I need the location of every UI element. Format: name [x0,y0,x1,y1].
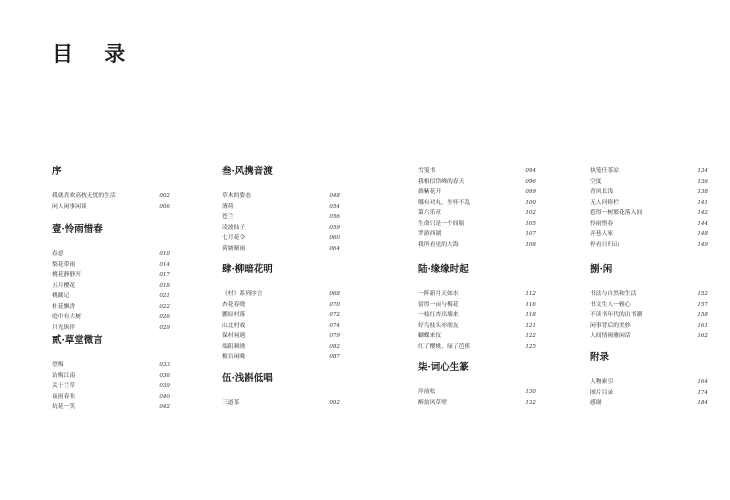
entry-title: 檐台闲晚 [222,354,246,360]
entry-title: 草木的姿态 [222,193,251,199]
toc-entry[interactable] [418,208,536,219]
entry-title: 一阵新月天如水 [418,291,459,297]
section-title: 贰·草堂微言 [52,335,103,346]
entry-title: 薄荷 [222,203,234,210]
entry-page: 164 [697,379,708,385]
toc-entry[interactable] [590,300,708,311]
entry-title: 五月樱花 [52,282,76,289]
entry-page: 026 [159,314,170,320]
entry-title: 岸前松 [418,389,436,395]
entry-title: 停看日归山 [590,241,619,248]
section-title: 叁·风携音渡 [222,166,273,177]
entry-title: 桃蹊记 [52,293,70,299]
toc-entry[interactable] [52,191,170,202]
section-title: 陆·缘缘时起 [418,264,469,275]
toc-entry[interactable] [52,270,170,281]
entry-page: 100 [525,199,536,206]
toc-entry[interactable] [52,402,170,413]
entry-page: 029 [159,324,170,331]
section-title: 伍·浅斟低唱 [222,373,273,384]
entry-title: 春意 [52,251,64,257]
entry-page: 064 [329,245,340,252]
entry-page: 002 [159,193,170,199]
toc-entry[interactable] [52,202,170,213]
entry-title: 留得一亩与梅花 [418,301,459,308]
entry-title: 醉翁风草壁 [418,399,447,406]
entry-page: 102 [525,210,536,216]
entry-title: 三道茶 [222,400,240,406]
entry-title: 不读书年代的出书潮 [590,312,643,318]
section-title: 壹·怜雨惜春 [52,224,103,235]
entry-page: 142 [697,210,708,216]
entry-title: 书文生人一雅心 [590,301,631,308]
entry-title: 荷塘制雨 [222,245,246,252]
entry-title: 一枝红杏出墙来 [418,312,459,318]
entry-title: 凌波仙子 [222,224,246,231]
toc-entry[interactable] [418,342,536,353]
section-title: 附录 [590,352,610,363]
entry-page: 054 [329,203,340,210]
entry-page: 157 [697,301,708,308]
entry-title: 人间情褐雅闲话 [590,333,631,339]
entry-page: 099 [525,189,536,195]
toc-entry[interactable] [590,229,708,240]
entry-page: 006 [159,203,170,210]
entry-page: 112 [525,291,536,297]
entry-title: 书法与自然和生活 [590,291,637,297]
toc-entry[interactable] [590,377,708,388]
entry-title: 好鸟枝头亦朋友 [418,322,459,329]
toc-entry[interactable] [222,310,340,321]
entry-page: 141 [697,199,708,206]
toc-entry[interactable] [590,321,708,332]
entry-page: 125 [525,343,536,350]
toc-entry[interactable] [52,360,170,371]
entry-title: 端阳刺绣 [222,343,246,350]
entry-title: 红了樱桃，绿了芭蕉 [418,343,471,350]
toc-entry[interactable] [418,321,536,332]
section-title: 肆·柳暗花明 [222,264,273,275]
entry-title: 山北村戏 [222,322,246,329]
entry-title: 青风长浅 [590,189,614,195]
toc-entry[interactable] [52,312,170,323]
toc-entry[interactable] [52,281,170,292]
entry-title: 图片目录 [590,389,614,396]
toc-entry[interactable] [222,331,340,342]
entry-title: 闲事背后的美妙 [590,322,631,329]
toc-entry[interactable] [222,300,340,311]
toc-entry[interactable] [418,289,536,300]
entry-page: 105 [525,220,536,227]
toc-entry[interactable] [222,289,340,300]
entry-page: 042 [159,404,170,410]
toc-entry[interactable] [590,310,708,321]
entry-page: 130 [525,389,536,395]
entry-title: 人物索引 [590,379,614,385]
entry-page: 010 [159,251,170,257]
entry-title: 无人问倚栏 [590,199,619,206]
entry-title: 我所看见的大海 [418,241,459,248]
entry-page: 149 [697,241,708,248]
entry-title: 炕花一笑 [52,404,76,410]
entry-page: 096 [525,178,536,185]
toc-entry[interactable] [222,244,340,255]
toc-section [52,335,170,413]
toc-entry[interactable] [418,398,536,409]
entry-title: 夜雨春韭 [52,393,76,400]
entry-title: 苍兰 [222,214,234,220]
toc-entry[interactable] [222,233,340,244]
toc-entry[interactable] [52,260,170,271]
toc-entry[interactable] [52,392,170,403]
toc-section [222,373,340,409]
toc-entry[interactable] [418,331,536,342]
toc-entry[interactable] [52,291,170,302]
entry-title: 感谢 [590,400,602,406]
toc-entry[interactable] [222,342,340,353]
entry-page: 036 [159,372,170,379]
entry-title: 我就喜欢高枕无忧的生活 [52,193,116,199]
entry-title: 月光纵伴 [52,324,76,331]
entry-title: 望梅 [52,362,64,368]
toc-entry[interactable] [52,323,170,334]
entry-title: 惹得一树繁花落入间 [590,210,643,216]
entry-title: 梨花带雨 [52,261,76,268]
toc-section [418,264,536,352]
toc-entry[interactable] [52,371,170,382]
toc-entry[interactable] [590,398,708,409]
entry-page: 184 [697,400,708,406]
entry-page: 033 [159,362,170,368]
entry-page: 116 [525,301,536,308]
toc-entry[interactable] [590,198,708,209]
toc-entry[interactable] [222,191,340,202]
toc-section [590,264,708,342]
entry-page: 022 [159,303,170,310]
toc-section-continued [418,166,536,250]
toc-entry[interactable] [418,229,536,240]
toc-entry[interactable] [418,387,536,398]
entry-page: 138 [697,189,708,195]
entry-page: 132 [525,399,536,406]
section-title: 序 [52,166,62,177]
entry-page: 148 [697,231,708,237]
entry-title: 庭中有大树 [52,314,81,320]
entry-page: 161 [697,322,708,329]
entry-title: 蝴蝶来仪 [418,333,442,339]
entry-page: 087 [329,354,340,360]
entry-page: 118 [525,312,536,318]
toc-entry[interactable] [590,187,708,198]
entry-page: 162 [697,333,708,339]
entry-title: 访梅江南 [52,372,76,379]
toc-section-continued [590,166,708,250]
section-title: 捌·闲 [590,264,613,275]
entry-title: 鹏原村落 [222,312,246,318]
entry-page: 040 [159,393,170,400]
entry-title: 空度 [590,178,602,185]
entry-page: 039 [159,383,170,389]
toc-entry[interactable] [52,381,170,392]
entry-title: 关于兰草 [52,383,76,389]
entry-page: 021 [159,293,170,299]
entry-page: 060 [329,235,340,241]
toc-section [418,362,536,408]
toc-entry[interactable] [222,321,340,332]
entry-title: 生命只是一个间瓶 [418,220,465,227]
entry-page: 134 [697,168,708,174]
entry-title: 罗游西湖 [418,231,442,237]
entry-title: 杜花飘香 [52,303,76,310]
entry-title: 雪笺书 [418,168,436,174]
toc-section [52,224,170,333]
entry-page: 072 [329,312,340,318]
entry-page: 122 [525,333,536,339]
entry-title: 桃花静静开 [52,272,81,278]
toc-entry[interactable] [590,388,708,399]
entry-title: 执笔任茶凉 [590,168,619,174]
toc-entry[interactable] [418,310,536,321]
toc-entry[interactable] [52,249,170,260]
toc-entry[interactable] [590,219,708,230]
toc-entry[interactable] [222,398,340,409]
entry-title: 杏花春晓 [222,301,246,308]
entry-page: 082 [329,343,340,350]
entry-page: 144 [697,220,708,227]
entry-page: 059 [329,224,340,231]
entry-page: 174 [697,389,708,396]
toc-entry[interactable] [418,219,536,230]
toc-section [222,166,340,254]
page-title: 目 录 [52,41,138,66]
entry-page: 092 [329,400,340,406]
section-title: 柒·词心生篆 [418,362,469,373]
toc-entry[interactable] [418,187,536,198]
entry-page: 079 [329,333,340,339]
entry-page: 056 [329,214,340,220]
toc-section [222,264,340,363]
entry-page: 018 [159,282,170,289]
toc-entry[interactable] [222,352,340,363]
toc-entry[interactable] [590,289,708,300]
toc-section [52,166,170,212]
toc-entry[interactable] [590,208,708,219]
entry-title: 弄巷人家 [590,231,614,237]
entry-title: 我相信岱峰的春天 [418,178,465,185]
toc-entry[interactable] [590,177,708,188]
entry-page: 068 [329,291,340,297]
entry-page: 136 [697,178,708,185]
entry-page: 121 [525,322,536,329]
entry-page: 107 [525,231,536,237]
entry-title: 七月花令 [222,235,246,241]
entry-page: 017 [159,272,170,278]
entry-page: 158 [697,312,708,318]
toc-entry[interactable] [418,198,536,209]
toc-entry[interactable] [222,223,340,234]
entry-page: 074 [329,322,340,329]
toc-entry[interactable] [590,240,708,251]
entry-title: 闲人闲事闲谈 [52,203,87,210]
entry-title: 保村祠遇 [222,333,246,339]
entry-title: 旖紫花开 [418,189,442,195]
entry-page: 048 [329,193,340,199]
entry-title: 哪有对丸，坐怀不乱 [418,199,471,206]
toc-entry[interactable] [52,302,170,313]
toc-section [590,352,708,409]
entry-page: 094 [525,168,536,174]
toc-entry[interactable] [222,212,340,223]
entry-title: 怜雨惜春 [590,220,614,227]
entry-title: 《村》系列序言 [222,291,263,297]
entry-title: 第六乐章 [418,210,442,216]
entry-page: 014 [159,261,170,268]
toc-entry[interactable] [418,300,536,311]
toc-entry[interactable] [418,177,536,188]
toc-entry[interactable] [590,331,708,342]
toc-entry[interactable] [418,166,536,177]
entry-page: 070 [329,301,340,308]
entry-page: 108 [525,241,536,248]
toc-entry[interactable] [222,202,340,213]
toc-entry[interactable] [418,240,536,251]
toc-entry[interactable] [590,166,708,177]
entry-page: 152 [697,291,708,297]
